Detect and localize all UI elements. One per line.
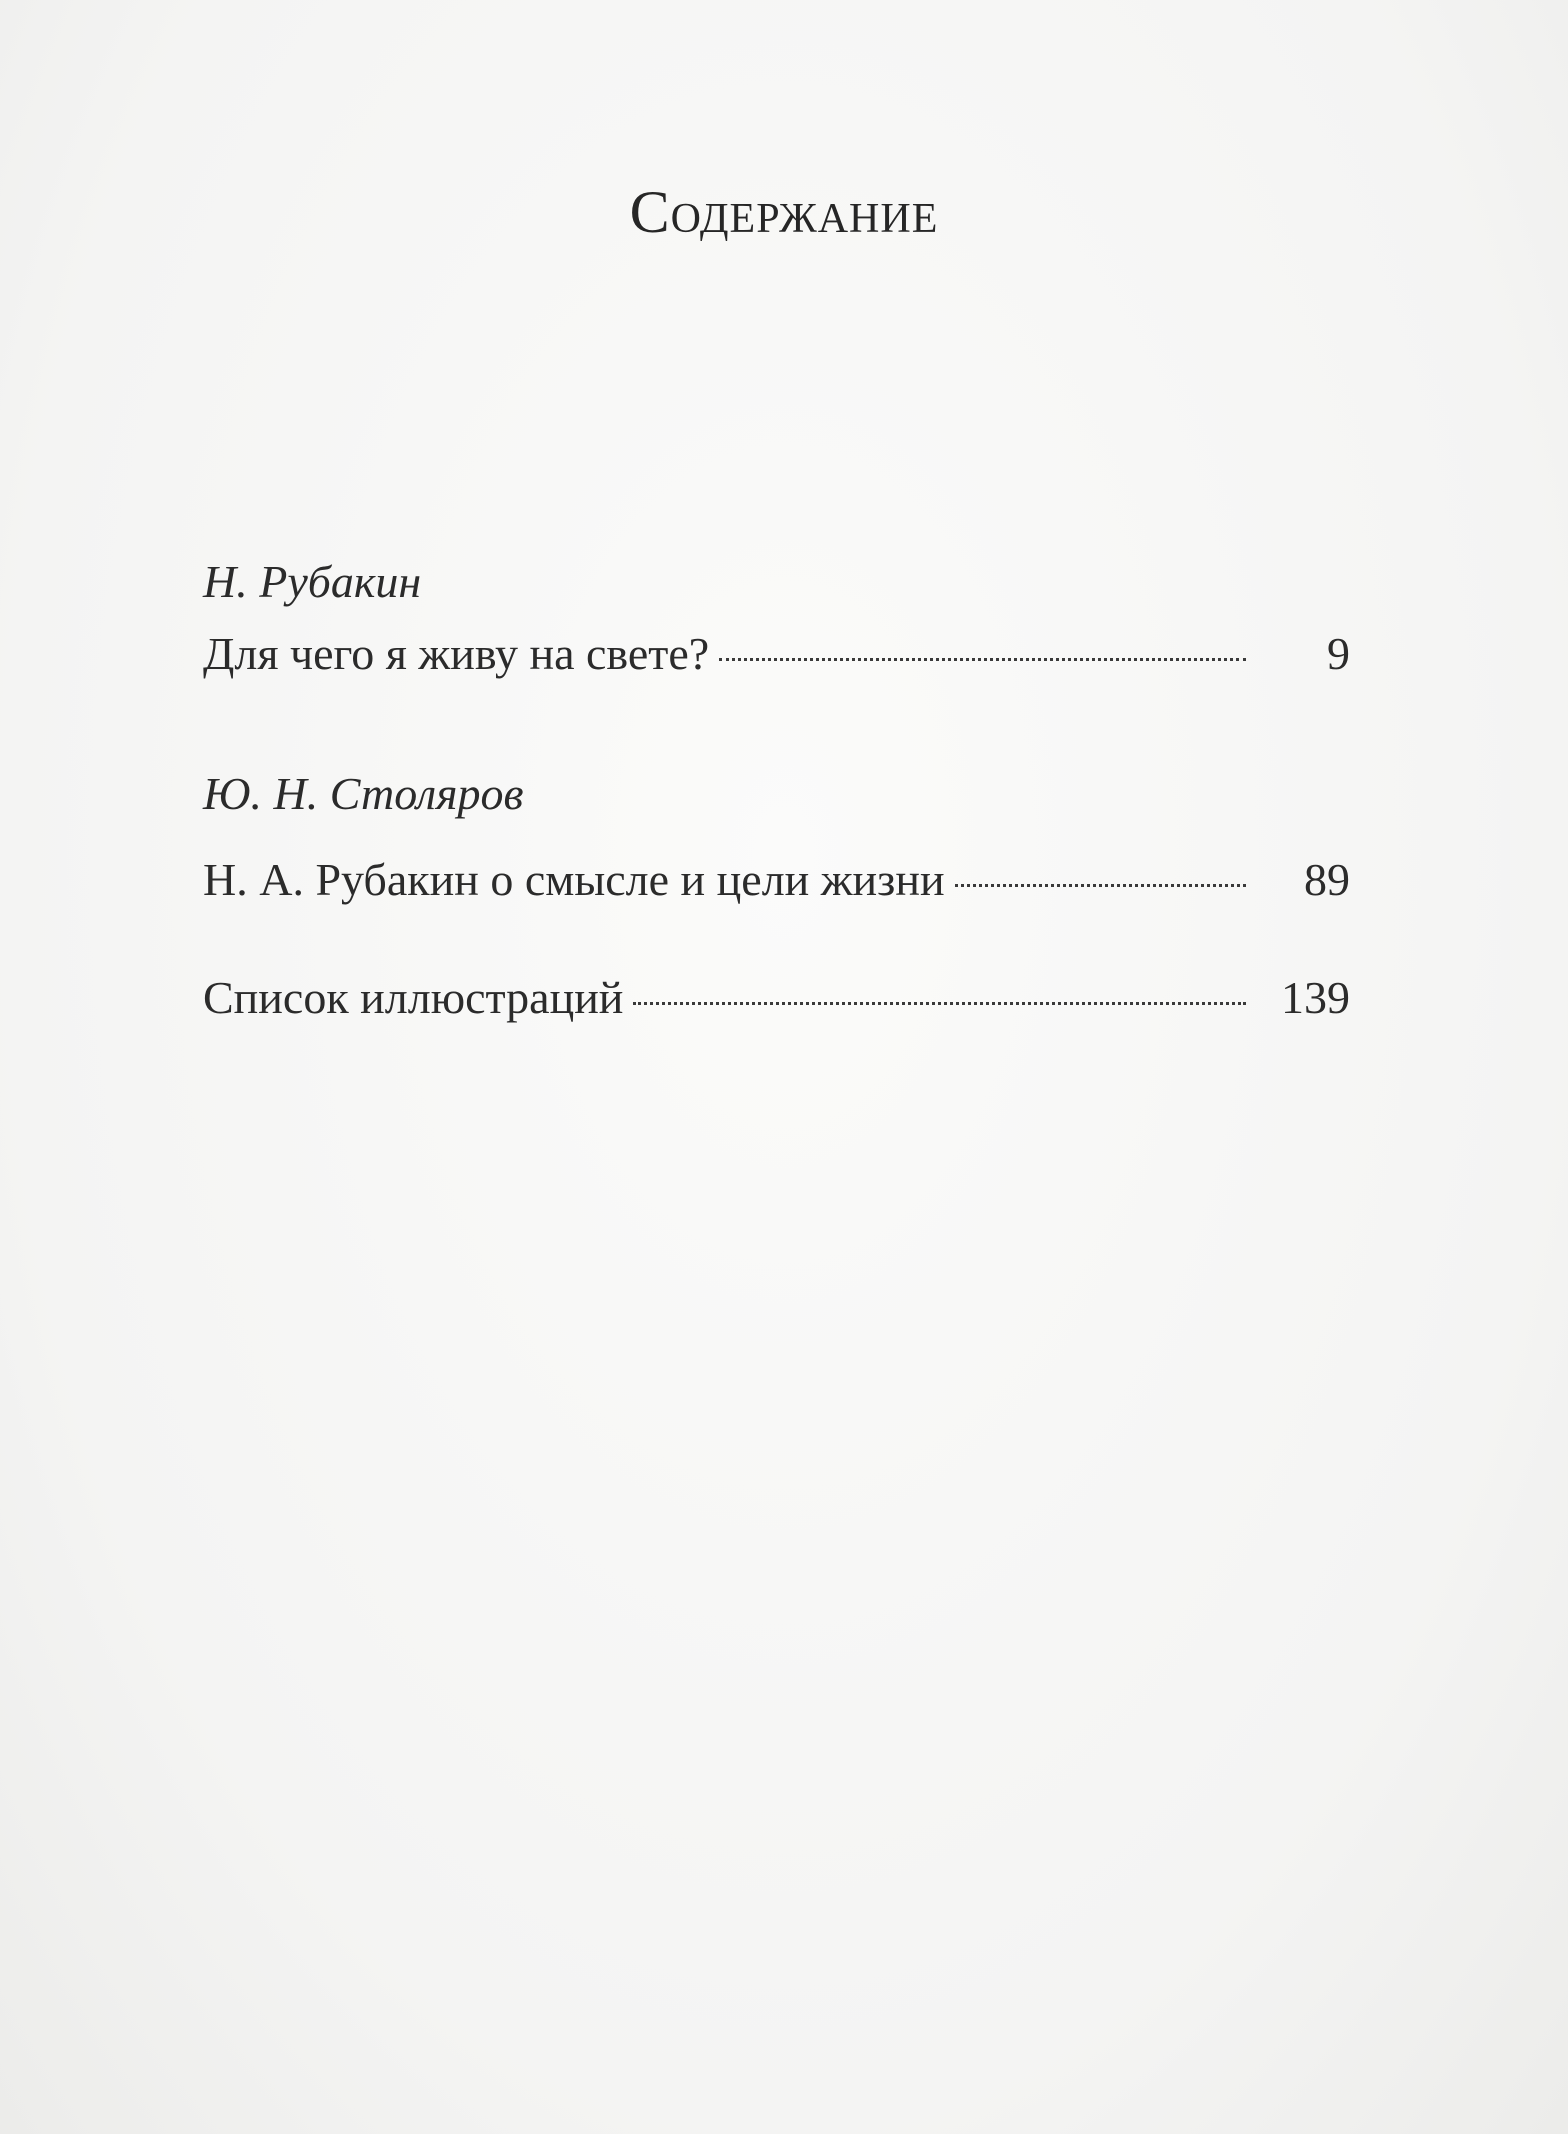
dot-leader [719, 658, 1246, 661]
toc-entry-title: Н. А. Рубакин о смысле и цели жизни [203, 854, 945, 905]
toc-entry[interactable] [203, 848, 1350, 912]
toc-author: Н. Рубакин [203, 556, 422, 607]
dot-leader [955, 884, 1246, 887]
toc-entry-page: 139 [1281, 972, 1350, 1023]
toc-entry-page: 9 [1327, 628, 1350, 679]
dot-leader [633, 1002, 1246, 1005]
toc-entry-page: 89 [1304, 854, 1350, 905]
toc-entry-title: Список иллюстраций [203, 972, 624, 1023]
toc-entry-title: Для чего я живу на свете? [203, 628, 710, 679]
toc-author: Ю. Н. Столяров [203, 768, 524, 819]
table-of-contents [203, 550, 1350, 1030]
toc-entry[interactable] [203, 622, 1350, 686]
page-title: Содержание [629, 179, 939, 245]
toc-entry[interactable] [203, 966, 1350, 1030]
